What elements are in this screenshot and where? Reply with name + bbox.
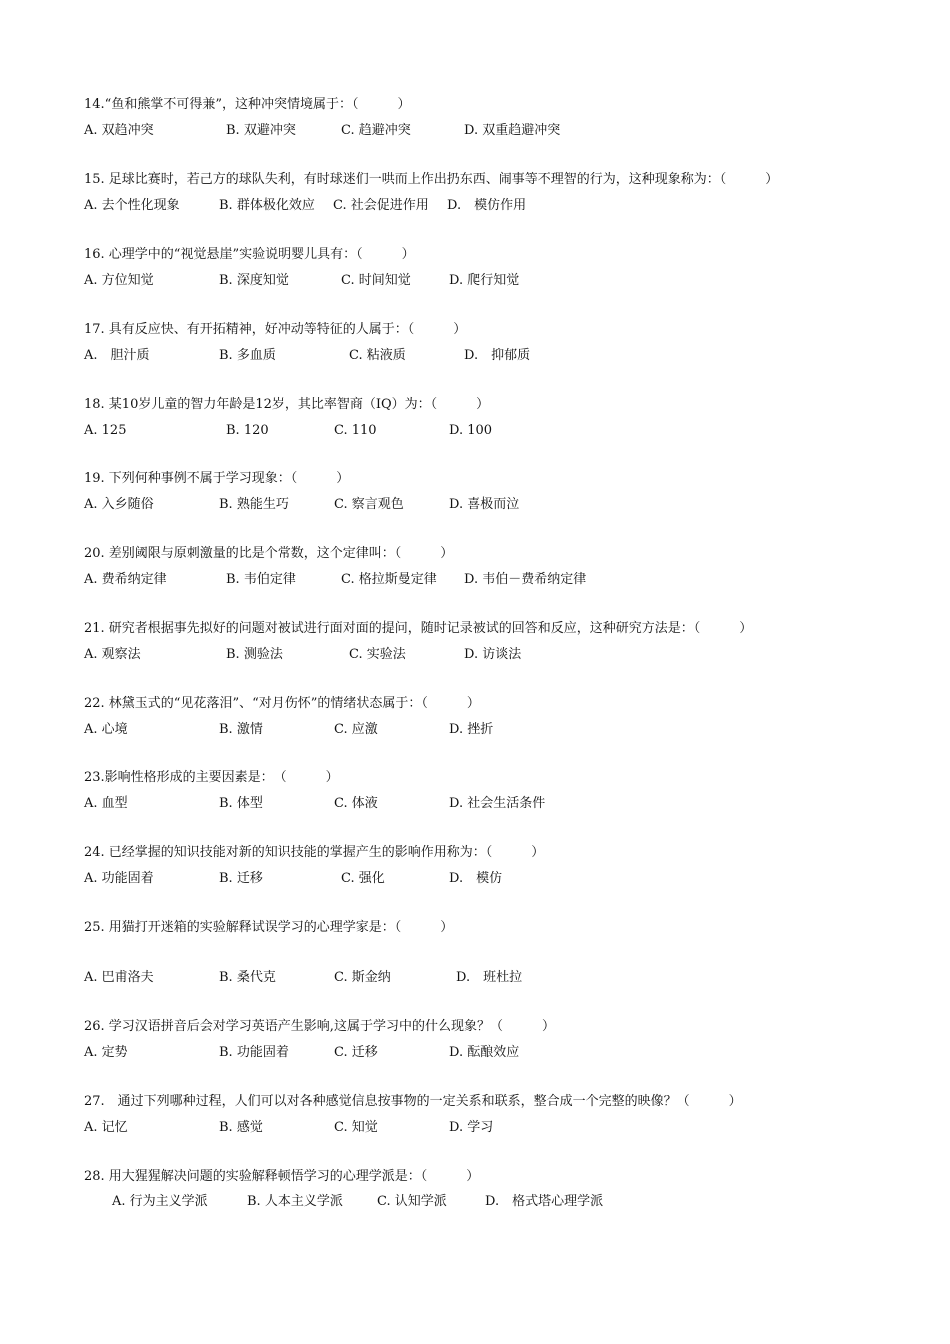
- question-15-options: [84, 197, 924, 215]
- option-c: C. 粘液质: [349, 348, 406, 363]
- option-b: B. 体型: [219, 796, 263, 811]
- option-d: D. 酝酿效应: [449, 1045, 520, 1060]
- question-14-options: [84, 122, 924, 140]
- option-b: B. 感觉: [219, 1120, 263, 1135]
- option-b: B. 桑代克: [219, 970, 276, 985]
- option-b: B. 迁移: [219, 871, 263, 886]
- question-24-stem: 24. 已经掌握的知识技能对新的知识技能的掌握产生的影响作用称为：（ ）: [84, 845, 545, 860]
- question-16-options: [84, 272, 924, 290]
- question-21-options: [84, 646, 924, 664]
- question-23-stem: 23.影响性格形成的主要因素是： （ ）: [84, 770, 339, 785]
- option-a: A. 定势: [84, 1045, 128, 1060]
- option-a: A. 记忆: [84, 1120, 128, 1135]
- option-a: A. 方位知觉: [84, 273, 154, 288]
- option-a: A. 去个性化现象: [84, 198, 180, 213]
- option-b: B. 多血质: [219, 348, 276, 363]
- option-d: D. 访谈法: [464, 647, 522, 662]
- question-27-options: [84, 1119, 924, 1137]
- option-b: B. 双避冲突: [226, 123, 296, 138]
- question-20-options: [84, 571, 924, 589]
- question-17-options: [84, 347, 924, 365]
- option-c: C. 体液: [334, 796, 378, 811]
- option-a: A. 观察法: [84, 647, 141, 662]
- option-c: C. 时间知觉: [341, 273, 411, 288]
- question-18-stem: 18. 某10岁儿童的智力年龄是12岁，其比率智商（IQ）为：（ ）: [84, 397, 490, 412]
- option-c: C. 110: [334, 423, 377, 438]
- option-a: A. 胆汁质: [84, 348, 150, 363]
- question-23-options: [84, 795, 924, 813]
- option-c: C. 知觉: [334, 1120, 378, 1135]
- option-a: A. 双趋冲突: [84, 123, 154, 138]
- option-d: D. 爬行知觉: [449, 273, 520, 288]
- option-b: B. 120: [226, 423, 269, 438]
- option-b: B. 人本主义学派: [247, 1194, 343, 1209]
- option-c: C. 强化: [341, 871, 385, 886]
- option-d: D. 喜极而泣: [449, 497, 520, 512]
- option-c: C. 格拉斯曼定律: [341, 572, 437, 587]
- question-28-stem: 28. 用大猩猩解决问题的实验解释顿悟学习的心理学派是：（ ）: [84, 1169, 480, 1184]
- option-d: D. 双重趋避冲突: [464, 123, 561, 138]
- question-27-stem: 27. 通过下列哪种过程，人们可以对各种感觉信息按事物的一定关系和联系，整合成一个完整的映像？（ ）: [84, 1094, 742, 1109]
- option-c: C. 趋避冲突: [341, 123, 411, 138]
- option-d: D. 100: [449, 423, 493, 438]
- question-16-stem: 16. 心理学中的“视觉悬崖”实验说明婴儿具有：（ ）: [84, 247, 415, 262]
- option-d: D. 学习: [449, 1120, 494, 1135]
- option-d: D. 韦伯－费希纳定律: [464, 572, 587, 587]
- option-c: C. 社会促进作用: [333, 198, 429, 213]
- option-b: B. 韦伯定律: [226, 572, 296, 587]
- option-d: D. 挫折: [449, 722, 494, 737]
- question-18-options: [84, 422, 924, 440]
- option-c: C. 察言观色: [334, 497, 404, 512]
- question-24-options: [84, 870, 924, 888]
- option-a: A. 入乡随俗: [84, 497, 154, 512]
- option-a: A. 血型: [84, 796, 128, 811]
- question-17-stem: 17. 具有反应快、有开拓精神，好冲动等特征的人属于：（ ）: [84, 322, 467, 337]
- question-25-options: [84, 969, 924, 987]
- question-26-stem: 26. 学习汉语拼音后会对学习英语产生影响,这属于学习中的什么现象？（ ）: [84, 1019, 555, 1034]
- question-22-stem: 22. 林黛玉式的“见花落泪”、“对月伤怀”的情绪状态属于：（ ）: [84, 696, 480, 711]
- option-d: D. 社会生活条件: [449, 796, 546, 811]
- option-a: A. 巴甫洛夫: [84, 970, 154, 985]
- option-b: B. 群体极化效应: [219, 198, 315, 213]
- option-b: B. 深度知觉: [219, 273, 289, 288]
- option-a: A. 功能固着: [84, 871, 154, 886]
- question-19-stem: 19. 下列何种事例不属于学习现象：（ ）: [84, 471, 350, 486]
- question-22-options: [84, 721, 924, 739]
- question-15-stem: 15. 足球比赛时，若己方的球队失利，有时球迷们一哄而上作出扔东西、闹事等不理智的行为，这种现象称为：（ ）: [84, 172, 779, 187]
- option-c: C. 迁移: [334, 1045, 378, 1060]
- option-d: D. 抑郁质: [464, 348, 531, 363]
- option-d: D. 班杜拉: [456, 970, 523, 985]
- option-d: D. 模仿: [449, 871, 503, 886]
- question-20-stem: 20. 差别阈限与原刺激量的比是个常数，这个定律叫：（ ）: [84, 546, 454, 561]
- option-b: B. 测验法: [226, 647, 283, 662]
- option-a: A. 行为主义学派: [112, 1194, 208, 1209]
- option-b: B. 熟能生巧: [219, 497, 289, 512]
- option-d: D. 模仿作用: [447, 198, 527, 213]
- option-d: D. 格式塔心理学派: [485, 1194, 604, 1209]
- question-21-stem: 21. 研究者根据事先拟好的问题对被试进行面对面的提问，随时记录被试的回答和反应，这种研究方法是：（ ）: [84, 621, 753, 636]
- option-c: C. 斯金纳: [334, 970, 391, 985]
- question-19-options: [84, 496, 924, 514]
- question-26-options: [84, 1044, 924, 1062]
- option-b: B. 激情: [219, 722, 263, 737]
- option-a: A. 费希纳定律: [84, 572, 167, 587]
- option-c: C. 应激: [334, 722, 378, 737]
- question-28-options: [112, 1193, 950, 1211]
- option-c: C. 实验法: [349, 647, 406, 662]
- option-a: A. 心境: [84, 722, 128, 737]
- option-c: C. 认知学派: [377, 1194, 447, 1209]
- option-b: B. 功能固着: [219, 1045, 289, 1060]
- question-14-stem: 14.“鱼和熊掌不可得兼”，这种冲突情境属于：（ ）: [84, 97, 411, 112]
- option-a: A. 125: [84, 423, 127, 438]
- question-25-stem: 25. 用猫打开迷箱的实验解释试误学习的心理学家是：（ ）: [84, 920, 454, 935]
